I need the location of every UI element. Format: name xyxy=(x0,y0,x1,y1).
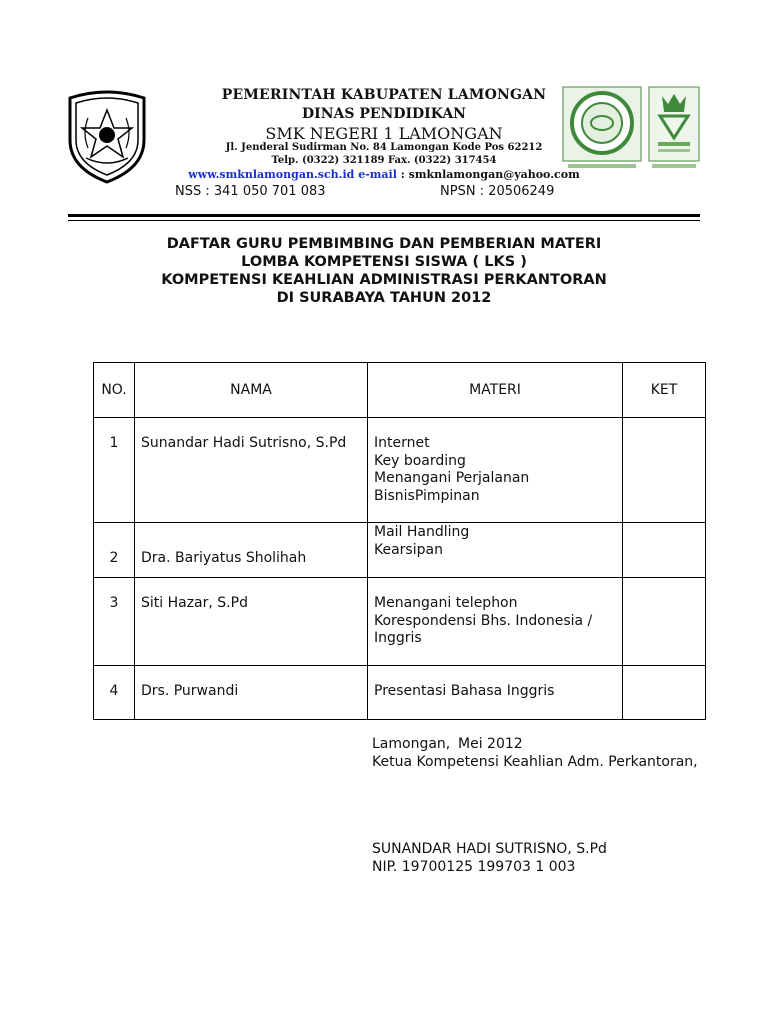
table-row xyxy=(94,418,706,523)
row-no: 3 xyxy=(94,578,135,666)
row-materi: Presentasi Bahasa Inggris xyxy=(368,666,623,720)
school-address: Jl. Jenderal Sudirman No. 84 Lamongan Kode Pos 62212 xyxy=(225,142,543,153)
row-nama: Dra. Bariyatus Sholihah xyxy=(135,523,368,578)
row-materi: Internet Key boarding Menangani Perjalanan BisnisPimpinan xyxy=(368,418,623,523)
header-ket: KET xyxy=(623,363,706,418)
contact-line xyxy=(0,168,768,181)
header-nama: NAMA xyxy=(135,363,368,418)
document-title-line-2: LOMBA KOMPETENSI SISWA ( LKS ) xyxy=(241,254,527,270)
row-no: 4 xyxy=(94,666,135,720)
row-nama: Drs. Purwandi xyxy=(135,666,368,720)
signature-role: Ketua Kompetensi Keahlian Adm. Perkantoran, xyxy=(372,754,698,770)
signatory-name: SUNANDAR HADI SUTRISNO, S.Pd xyxy=(372,841,607,857)
npsn-number: NPSN : 20506249 xyxy=(440,184,555,199)
header-materi: MATERI xyxy=(368,363,623,418)
row-no: 2 xyxy=(94,523,135,578)
row-no: 1 xyxy=(94,418,135,523)
school-name: SMK NEGERI 1 LAMONGAN xyxy=(265,124,503,143)
email-separator: : xyxy=(396,168,409,181)
table-header-row xyxy=(94,363,706,418)
document-title-line-4: DI SURABAYA TAHUN 2012 xyxy=(276,290,492,306)
row-ket xyxy=(623,666,706,720)
letterhead-divider-thick xyxy=(68,214,700,217)
header-no: NO. xyxy=(94,363,135,418)
document-title-line-3: KOMPETENSI KEAHLIAN ADMINISTRASI PERKANTORAN xyxy=(161,272,607,288)
signature-date: Mei 2012 xyxy=(458,736,523,752)
email-address[interactable]: smknlamongan@yahoo.com xyxy=(408,168,580,181)
department-heading: DINAS PENDIDIKAN xyxy=(302,106,466,122)
row-ket xyxy=(623,578,706,666)
document-title-line-1: DAFTAR GURU PEMBIMBING DAN PEMBERIAN MATERI xyxy=(166,236,602,252)
signature-place: Lamongan, xyxy=(372,736,451,752)
row-ket xyxy=(623,418,706,523)
row-materi: Mail Handling Kearsipan xyxy=(368,523,623,578)
email-label: e-mail xyxy=(358,168,397,181)
row-materi: Menangani telephon Korespondensi Bhs. Indonesia / Inggris xyxy=(368,578,623,666)
table-row xyxy=(94,666,706,720)
school-phone-fax: Telp. (0322) 321189 Fax. (0322) 317454 xyxy=(271,155,497,166)
row-nama: Siti Hazar, S.Pd xyxy=(135,578,368,666)
table-row xyxy=(94,578,706,666)
website-link[interactable]: www.smknlamongan.sch.id xyxy=(188,168,355,181)
signatory-nip: NIP. 19700125 199703 1 003 xyxy=(372,859,576,875)
government-heading: PEMERINTAH KABUPATEN LAMONGAN xyxy=(221,87,547,103)
row-ket xyxy=(623,523,706,578)
teacher-material-table xyxy=(93,362,706,720)
letterhead-divider-thin xyxy=(68,220,700,221)
nss-number: NSS : 341 050 701 083 xyxy=(175,184,326,199)
table-row xyxy=(94,523,706,578)
row-nama: Sunandar Hadi Sutrisno, S.Pd xyxy=(135,418,368,523)
